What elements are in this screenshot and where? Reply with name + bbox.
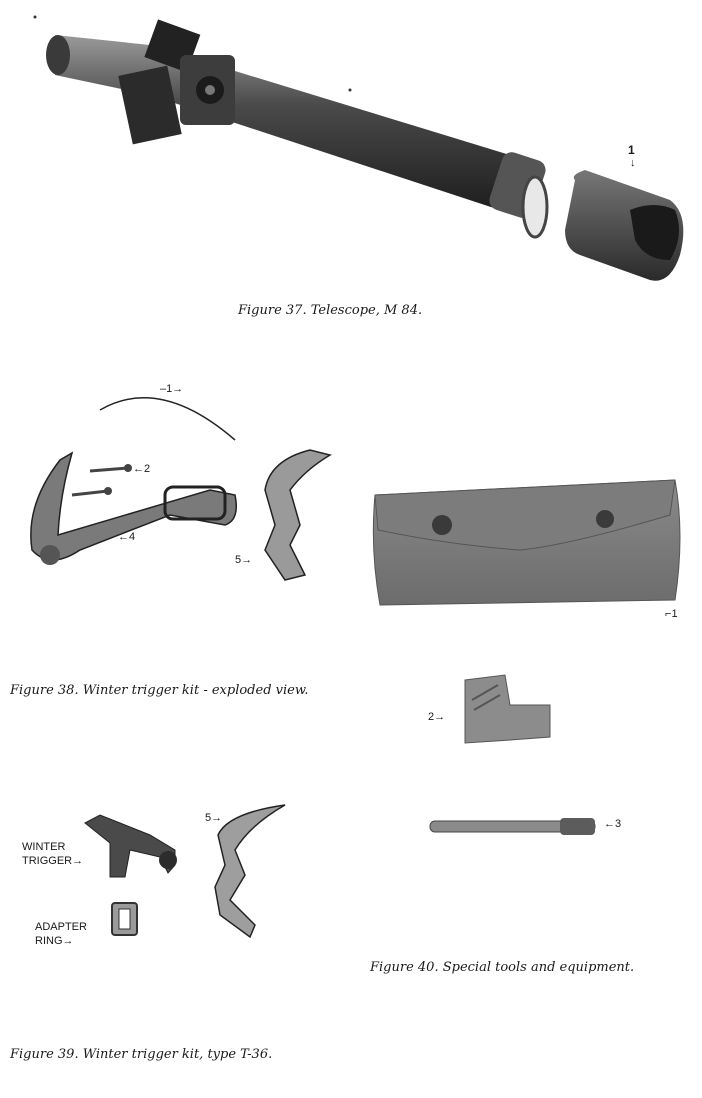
figure-38-callout-2: ←2 [133,463,151,475]
figure-38-callout-4: ←4 [118,531,136,543]
figure-40-callout-2: 2→ [428,711,446,723]
figure-40-callout-1: ⌐1 [665,608,678,620]
figure-38-caption: Figure 38. Winter trigger kit - exploded view. [10,683,309,698]
exploded-parts-image [20,375,350,590]
figure-40-caption: Figure 40. Special tools and equipment. [370,960,635,975]
figure-39-callout-5: 5→ [205,812,223,824]
adapter-ring-label: ADAPTER RING→ [35,921,87,947]
telescope-image [30,15,700,290]
figure-37-callout-arrow: ↓ [630,157,636,169]
special-tools-image [370,475,690,855]
figure-37-caption: Figure 37. Telescope, M 84. [238,303,423,318]
figure-39-trigger-kit [80,795,300,945]
figure-37-telescope [30,15,700,290]
trigger-kit-image [80,795,300,945]
winter-trigger-label: WINTER TRIGGER→ [22,841,84,867]
figure-38-callout-5: 5→ [235,554,253,566]
figure-38-callout-1: –1→ [160,383,184,395]
figure-37-callout-1: 1 [628,143,635,157]
figure-38-exploded-view [20,375,350,590]
figure-40-special-tools [370,475,690,855]
figure-40-callout-3: ←3 [604,818,622,830]
figure-39-caption: Figure 39. Winter trigger kit, type T-36. [10,1047,273,1062]
